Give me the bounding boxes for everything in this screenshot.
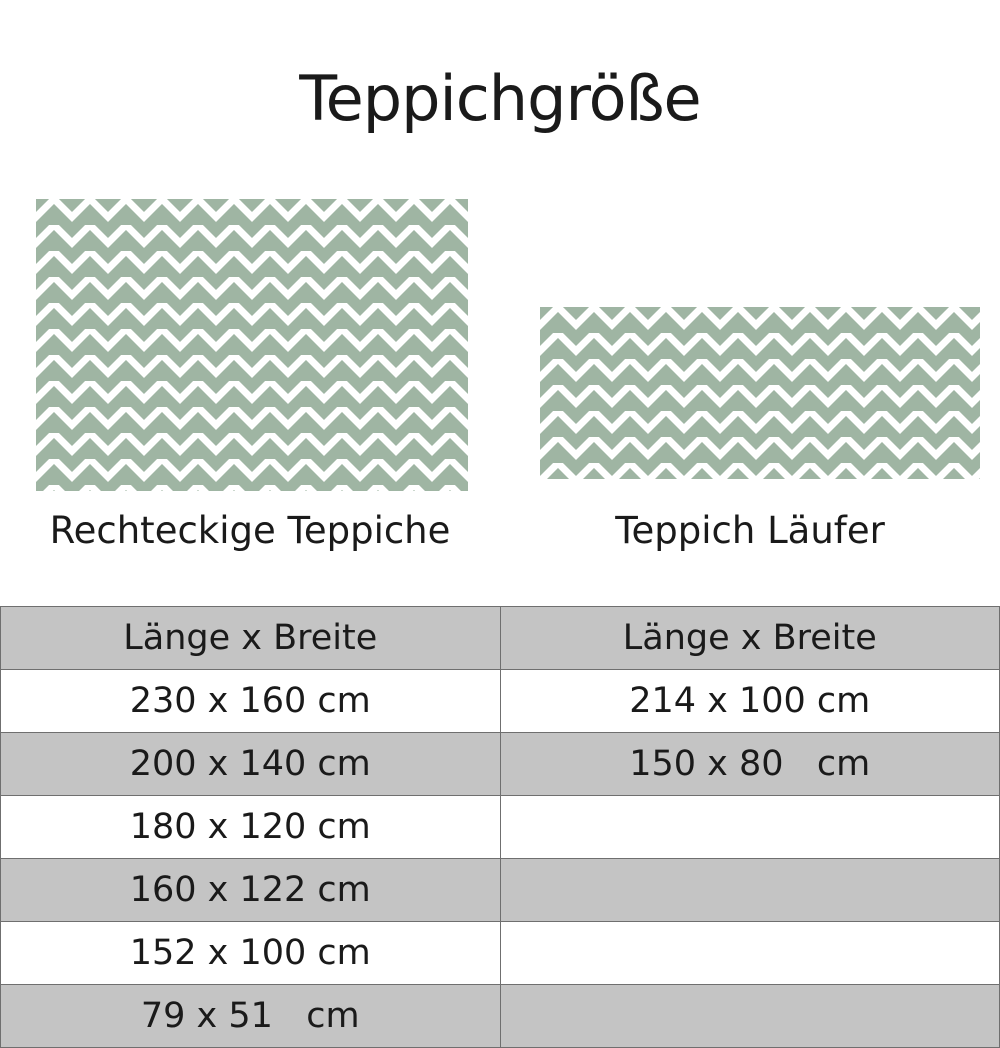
runner-rug-caption: Teppich Läufer	[615, 509, 885, 553]
chevron-pattern-icon	[36, 199, 468, 491]
table-cell-rect-size: 160 x 122 cm	[1, 858, 501, 921]
table-row	[1, 732, 1000, 795]
table-cell-runner-empty	[500, 858, 1000, 921]
table-cell-rect-size: 200 x 140 cm	[1, 732, 501, 795]
rug-illustrations	[0, 171, 1000, 551]
chevron-pattern-icon	[540, 307, 980, 479]
runner-rug-swatch	[540, 307, 980, 479]
page-title: Teppichgröße	[299, 61, 701, 135]
table-row	[1, 858, 1000, 921]
table-row	[1, 984, 1000, 1047]
rectangular-rug-caption: Rechteckige Teppiche	[49, 509, 451, 553]
size-table	[0, 606, 1000, 1048]
table-row	[1, 669, 1000, 732]
table-cell-runner-empty	[500, 795, 1000, 858]
table-row	[1, 921, 1000, 984]
table-cell-rect-size: 79 x 51 cm	[1, 984, 501, 1047]
table-header-runner: Länge x Breite	[500, 606, 1000, 669]
rectangular-rug-swatch	[36, 199, 468, 491]
table-row	[1, 795, 1000, 858]
table-cell-rect-size: 152 x 100 cm	[1, 921, 501, 984]
table-cell-runner-empty	[500, 984, 1000, 1047]
table-cell-rect-size: 230 x 160 cm	[1, 669, 501, 732]
table-cell-runner-size: 214 x 100 cm	[500, 669, 1000, 732]
table-cell-rect-size: 180 x 120 cm	[1, 795, 501, 858]
table-cell-runner-empty	[500, 921, 1000, 984]
table-cell-runner-size: 150 x 80 cm	[500, 732, 1000, 795]
table-header-row	[1, 606, 1000, 669]
table-header-rect: Länge x Breite	[1, 606, 501, 669]
